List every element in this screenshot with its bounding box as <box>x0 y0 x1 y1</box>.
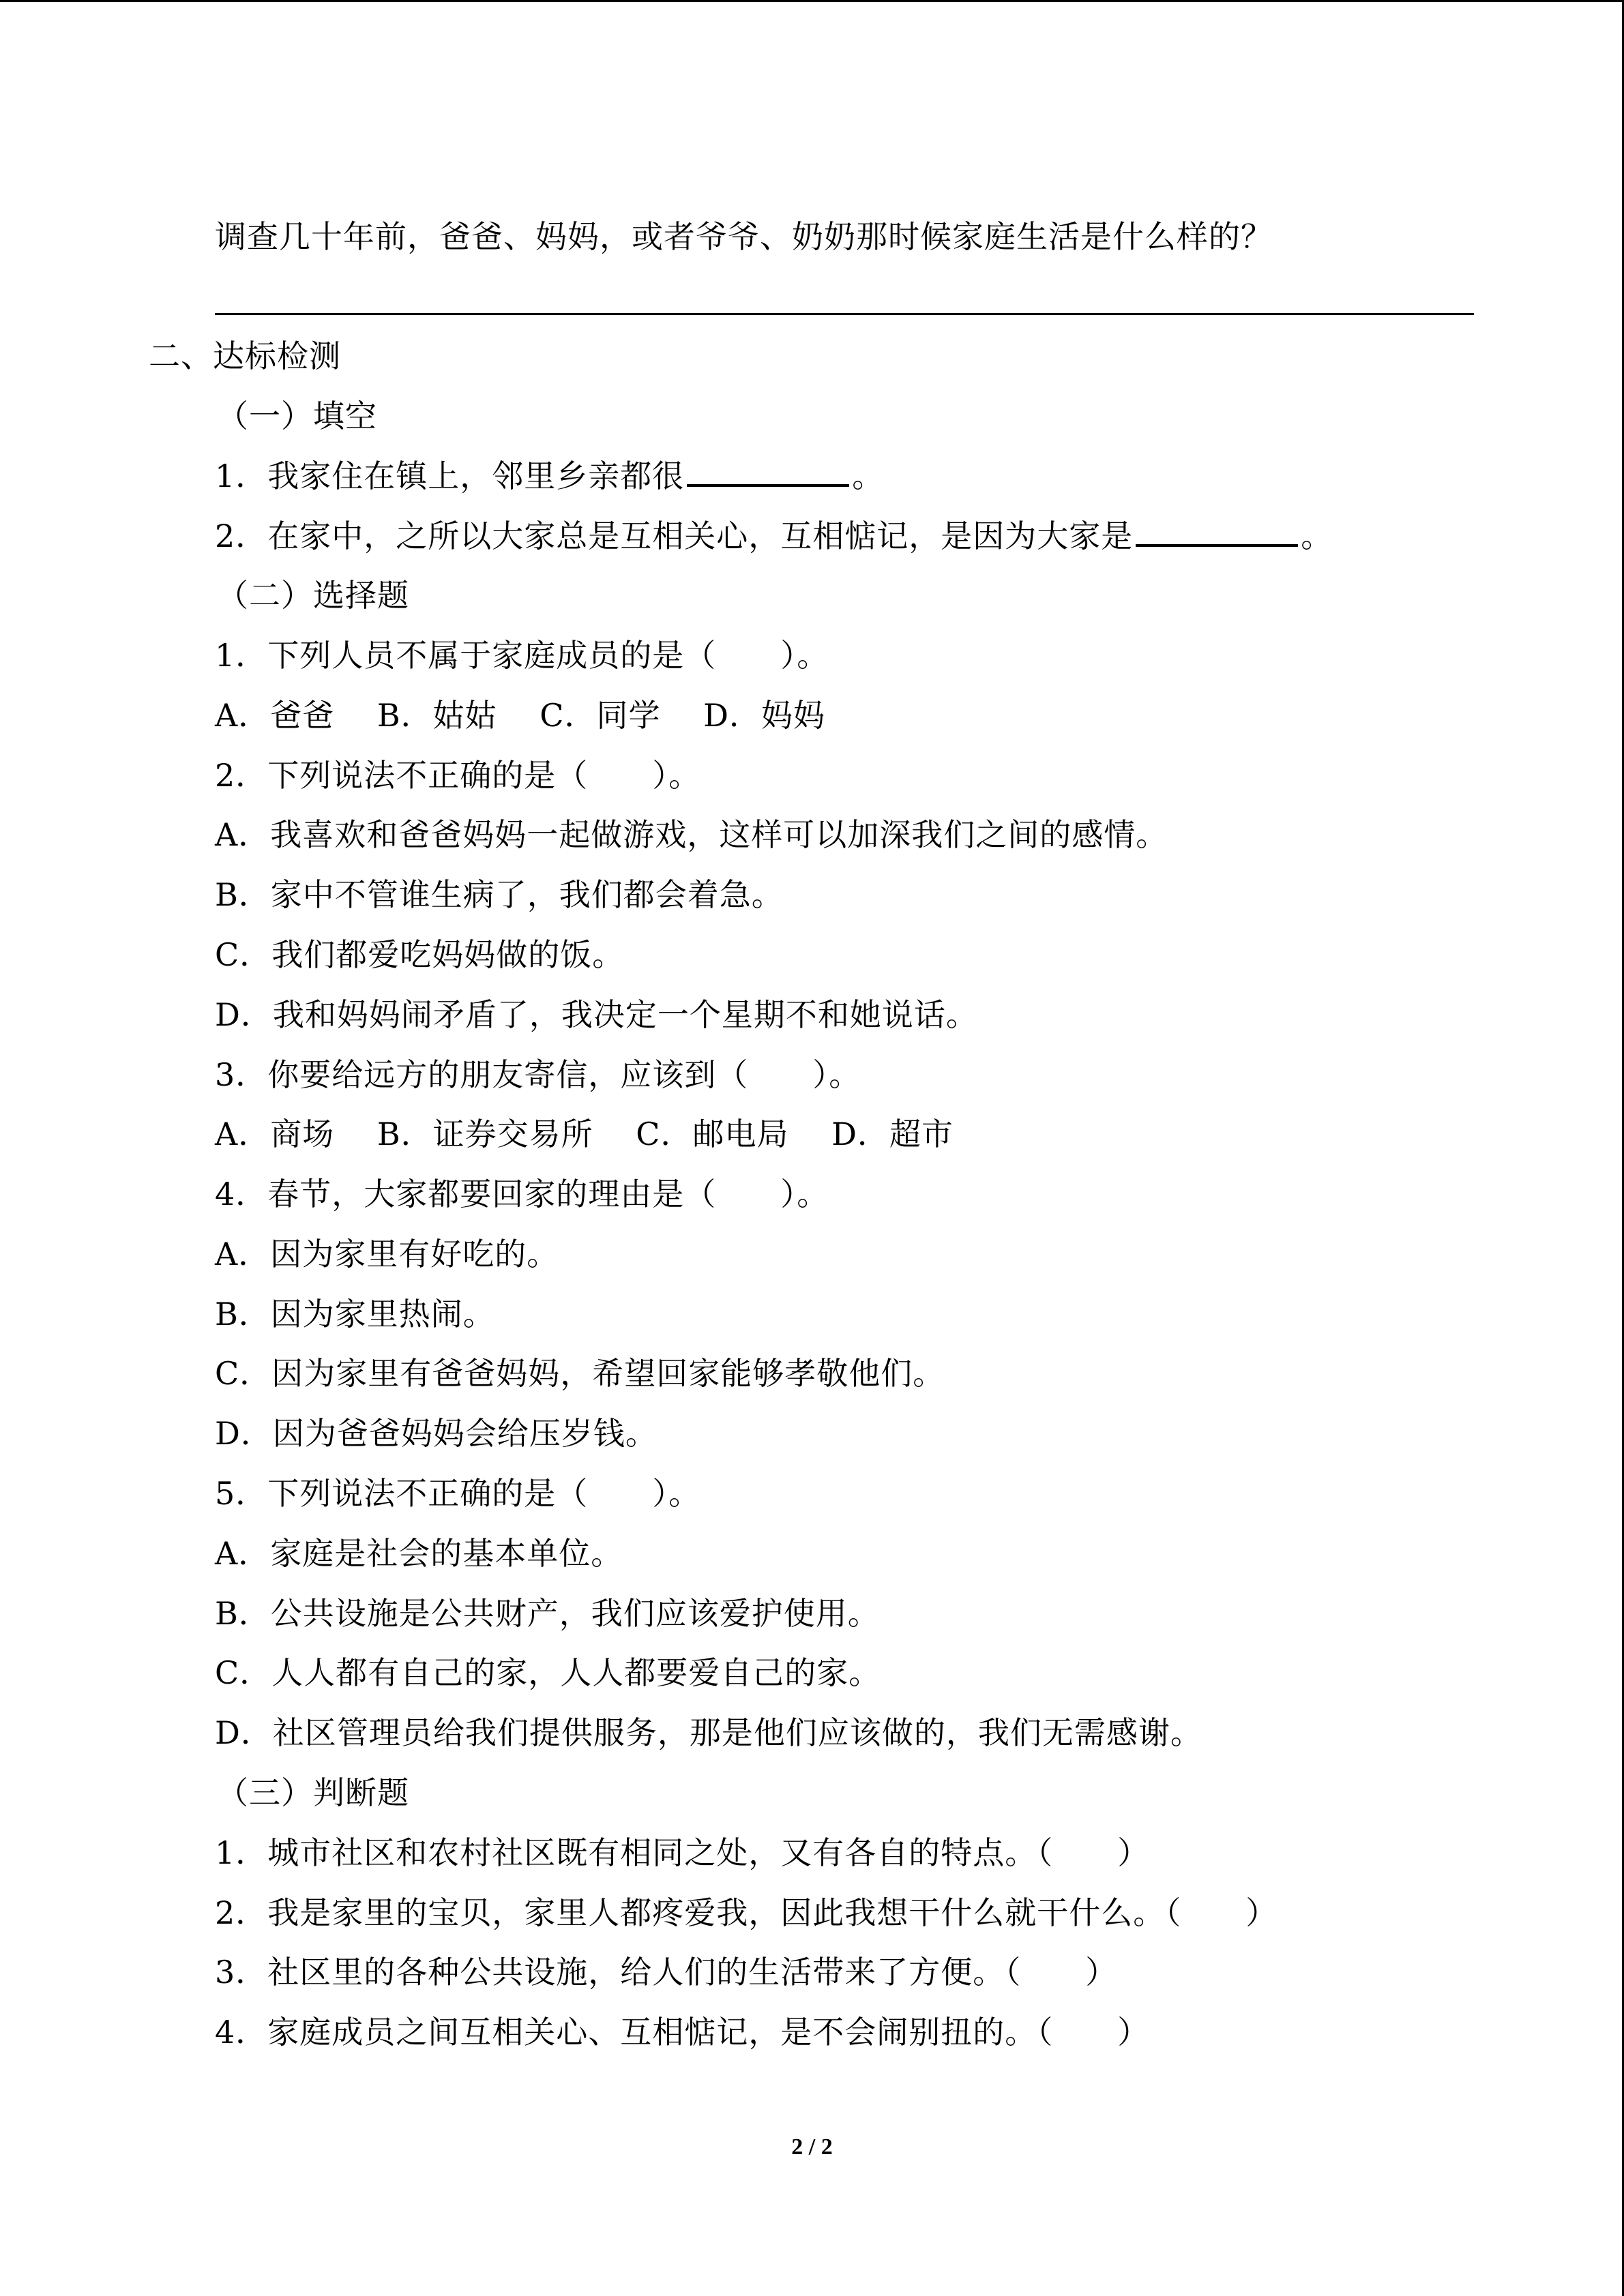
choice-line: D．社区管理员给我们提供服务，那是他们应该做的，我们无需感谢。 <box>215 1714 1202 1751</box>
fill-blank-1[interactable] <box>687 457 849 487</box>
page-number: 2 / 2 <box>791 2134 833 2160</box>
choice-line: C．人人都有自己的家，人人都要爱自己的家。 <box>215 1654 881 1691</box>
judge-line: 2．我是家里的宝贝，家里人都疼爱我，因此我想干什么就干什么。（ ） <box>215 1894 1278 1931</box>
choice-line: B．公共设施是公共财产，我们应该爱护使用。 <box>215 1595 880 1632</box>
choice-line: 3．你要给远方的朋友寄信，应该到（ ）。 <box>215 1056 861 1093</box>
fill-question-2-end: 。 <box>1301 518 1333 554</box>
fill-question-1-end: 。 <box>852 458 885 494</box>
section-title: 二、达标检测 <box>149 338 341 374</box>
fill-question-1-text: 1．我家住在镇上，邻里乡亲都很 <box>215 458 685 494</box>
judge-line: 3．社区里的各种公共设施，给人们的生活带来了方便。（ ） <box>215 1954 1118 1991</box>
choice-line: A．家庭是社会的基本单位。 <box>215 1535 623 1572</box>
choice-line: A．爸爸 B．姑姑 C．同学 D．妈妈 <box>215 697 825 734</box>
judge-line: 4．家庭成员之间互相关心、互相惦记，是不会闹别扭的。（ ） <box>215 2014 1150 2051</box>
choice-line: 1．下列人员不属于家庭成员的是（ ）。 <box>215 637 829 674</box>
top-border <box>0 0 1624 2</box>
choice-line: B．因为家里热闹。 <box>215 1296 495 1332</box>
choice-line: A．因为家里有好吃的。 <box>215 1236 559 1272</box>
choice-line: A．商场 B．证券交易所 C．邮电局 D．超市 <box>215 1116 954 1152</box>
fill-question-1 <box>215 456 884 496</box>
choice-heading: （二）选择题 <box>217 577 409 614</box>
fill-question-2 <box>215 516 1333 556</box>
choice-line: B．家中不管谁生病了，我们都会着急。 <box>215 876 784 913</box>
survey-question: 调查几十年前，爸爸、妈妈，或者爷爷、奶奶那时候家庭生活是什么样的？ <box>215 218 1273 255</box>
judge-heading: （三）判断题 <box>217 1774 409 1811</box>
choice-line: A．我喜欢和爸爸妈妈一起做游戏，这样可以加深我们之间的感情。 <box>215 816 1168 853</box>
choice-line: C．因为家里有爸爸妈妈，希望回家能够孝敬他们。 <box>215 1355 945 1392</box>
choice-line: D．我和妈妈闹矛盾了，我决定一个星期不和她说话。 <box>215 996 978 1033</box>
choice-line: 4．春节，大家都要回家的理由是（ ）。 <box>215 1176 829 1212</box>
fill-heading: （一）填空 <box>217 398 377 434</box>
judge-line: 1．城市社区和农村社区既有相同之处，又有各自的特点。（ ） <box>215 1834 1150 1871</box>
choice-line: D．因为爸爸妈妈会给压岁钱。 <box>215 1415 658 1452</box>
fill-question-2-text: 2．在家中，之所以大家总是互相关心，互相惦记，是因为大家是 <box>215 518 1134 554</box>
choice-line: 2．下列说法不正确的是（ ）。 <box>215 757 701 794</box>
answer-line <box>215 313 1474 315</box>
fill-blank-2[interactable] <box>1136 517 1298 547</box>
choice-line: C．我们都爱吃妈妈做的饭。 <box>215 936 625 973</box>
choice-line: 5．下列说法不正确的是（ ）。 <box>215 1475 701 1512</box>
